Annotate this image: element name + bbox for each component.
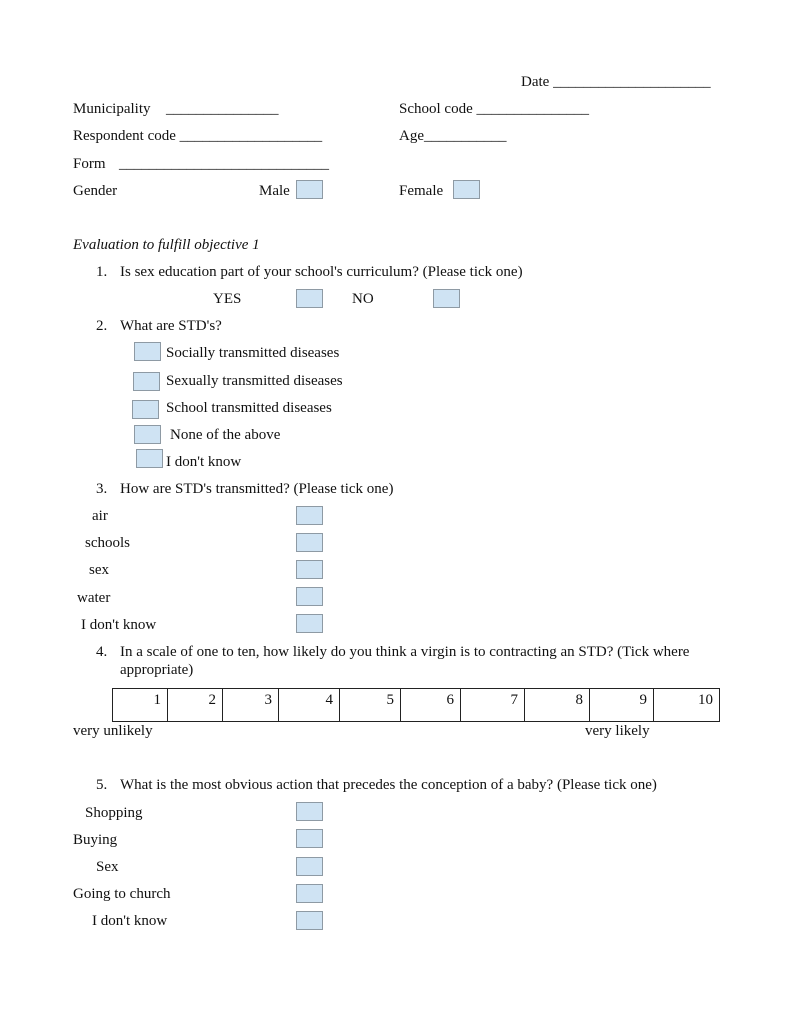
scale-cell[interactable]: 7 — [461, 689, 525, 722]
q2-option-label: I don't know — [166, 454, 242, 470]
q2-option-label: None of the above — [170, 427, 281, 443]
q2-option-checkbox[interactable] — [134, 342, 161, 361]
q4-number: 4. — [96, 644, 108, 660]
q1-no-label: NO — [352, 291, 374, 307]
q3-option-checkbox[interactable] — [296, 506, 323, 525]
scale-cell[interactable]: 8 — [525, 689, 590, 722]
date-field[interactable]: Date _____________________ — [521, 74, 711, 90]
q2-text: What are STD's? — [120, 318, 222, 334]
scale-low-label: very unlikely — [73, 723, 153, 739]
q5-option-label: Shopping — [85, 805, 143, 821]
q5-option-label: Going to church — [73, 886, 171, 902]
scale-cell[interactable]: 5 — [340, 689, 401, 722]
school-code-field[interactable]: School code _______________ — [399, 101, 589, 117]
form-field[interactable]: ____________________________ — [119, 156, 329, 172]
municipality-field[interactable]: _______________ — [166, 101, 279, 117]
municipality-label: Municipality — [73, 101, 151, 117]
female-checkbox[interactable] — [453, 180, 480, 199]
q3-option-label: air — [92, 508, 108, 524]
q4-text: In a scale of one to ten, how likely do you think a virgin is to contracting an STD? (Tick where appropriate) — [120, 644, 690, 678]
q3-option-checkbox[interactable] — [296, 587, 323, 606]
q2-option-label: School transmitted diseases — [166, 400, 332, 416]
q2-option-checkbox[interactable] — [133, 372, 160, 391]
female-label: Female — [399, 183, 444, 199]
q3-option-checkbox[interactable] — [296, 533, 323, 552]
q3-text: How are STD's transmitted? (Please tick one) — [120, 481, 394, 497]
q2-number: 2. — [96, 318, 108, 334]
scale-cell[interactable]: 2 — [168, 689, 223, 722]
q3-option-label: sex — [89, 562, 109, 578]
form-label: Form — [73, 156, 106, 172]
q2-option-checkbox[interactable] — [136, 449, 163, 468]
scale-high-label: very likely — [585, 723, 650, 739]
q3-option-label: I don't know — [81, 617, 157, 633]
q1-yes-label: YES — [213, 291, 242, 307]
scale-cell[interactable]: 6 — [401, 689, 461, 722]
scale-cell[interactable]: 9 — [590, 689, 654, 722]
q5-option-checkbox[interactable] — [296, 802, 323, 821]
q3-option-label: water — [77, 590, 111, 606]
scale-cell[interactable]: 4 — [279, 689, 340, 722]
section-title: Evaluation to fulfill objective 1 — [73, 237, 260, 253]
gender-label: Gender — [73, 183, 118, 199]
q1-text: Is sex education part of your school's curriculum? (Please tick one) — [120, 264, 523, 280]
scale-cell[interactable]: 3 — [223, 689, 279, 722]
q5-text: What is the most obvious action that precedes the conception of a baby? (Please tick one) — [120, 777, 657, 793]
q1-number: 1. — [96, 264, 108, 280]
q2-option-label: Socially transmitted diseases — [166, 345, 340, 361]
q5-option-checkbox[interactable] — [296, 857, 323, 876]
q5-option-label: I don't know — [92, 913, 168, 929]
q2-option-checkbox[interactable] — [134, 425, 161, 444]
scale-cell[interactable]: 1 — [113, 689, 168, 722]
scale-cell[interactable]: 10 — [654, 689, 720, 722]
male-checkbox[interactable] — [296, 180, 323, 199]
q1-yes-checkbox[interactable] — [296, 289, 323, 308]
respondent-code-field[interactable]: Respondent code ___________________ — [73, 128, 323, 144]
age-field[interactable]: Age___________ — [399, 128, 507, 144]
q5-option-checkbox[interactable] — [296, 911, 323, 930]
q3-option-label: schools — [85, 535, 130, 551]
q5-option-checkbox[interactable] — [296, 829, 323, 848]
q3-option-checkbox[interactable] — [296, 614, 323, 633]
q5-number: 5. — [96, 777, 108, 793]
q3-option-checkbox[interactable] — [296, 560, 323, 579]
q3-number: 3. — [96, 481, 108, 497]
male-label: Male — [259, 183, 290, 199]
q5-option-label: Buying — [73, 832, 118, 848]
q2-option-label: Sexually transmitted diseases — [166, 373, 343, 389]
q5-option-checkbox[interactable] — [296, 884, 323, 903]
q2-option-checkbox[interactable] — [132, 400, 159, 419]
likelihood-scale — [112, 688, 720, 722]
q5-option-label: Sex — [96, 859, 119, 875]
q1-no-checkbox[interactable] — [433, 289, 460, 308]
